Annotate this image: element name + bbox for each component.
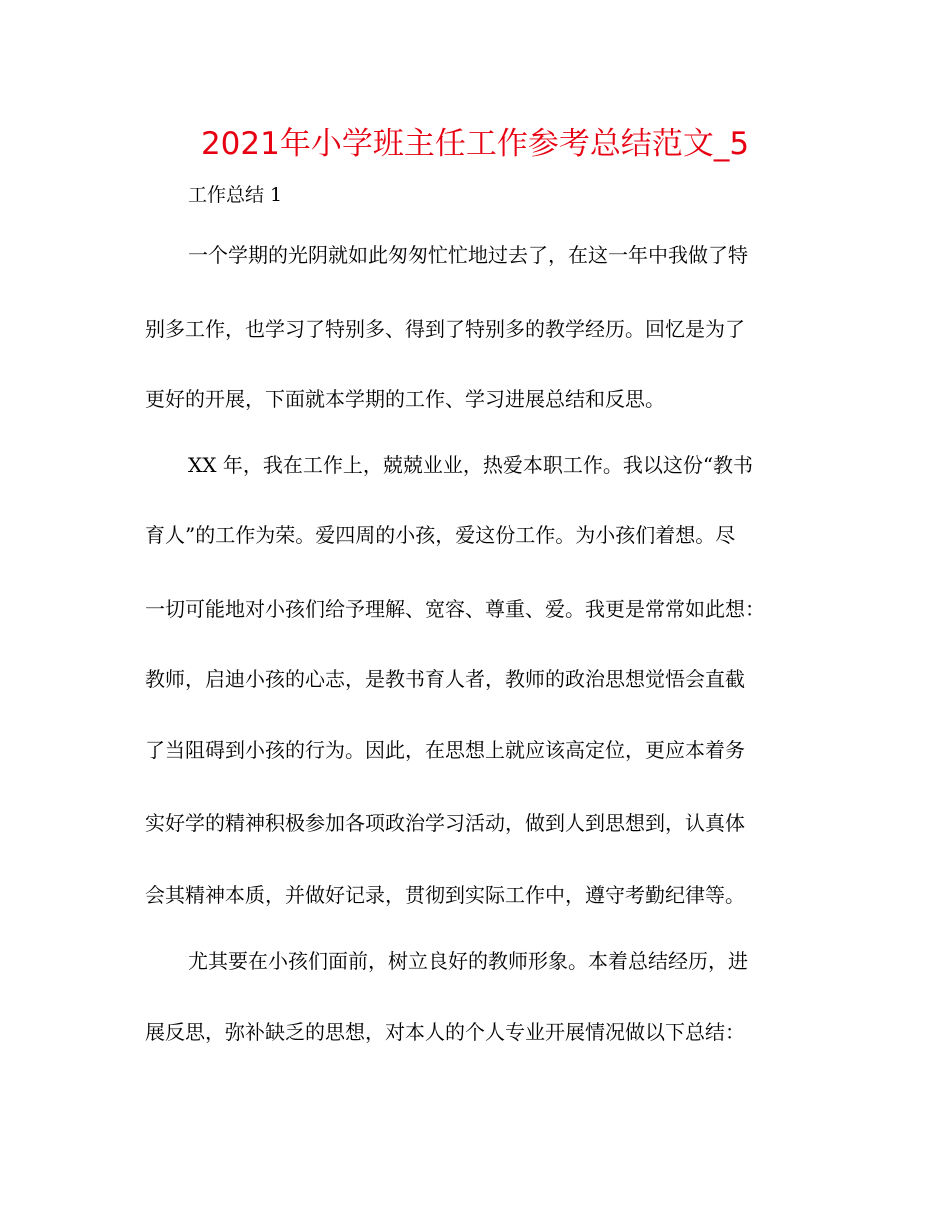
paragraph-line: 尤其要在小孩们面前，树立良好的教师形象。本着总结经历，进 [188,949,748,973]
paragraph-line: 更好的开展，下面就本学期的工作、学习进展总结和反思。 [145,387,665,411]
paragraph-line: 展反思，弥补缺乏的思想，对本人的个人专业开展情况做以下总结： [145,1020,745,1044]
paragraph-line: 会其精神本质，并做好记录，贯彻到实际工作中，遵守考勤纪律等。 [145,883,745,907]
document-title: 2021年小学班主任工作参考总结范文_5 [200,126,750,162]
section-heading: 工作总结 1 [188,184,283,206]
paragraph-line: 别多工作，也学习了特别多、得到了特别多的教学经历。回忆是为了 [145,317,745,341]
paragraph-line: XX 年，我在工作上，兢兢业业，热爱本职工作。我以这份“教书 [188,453,754,477]
paragraph-line: 教师，启迪小孩的心志，是教书育人者，教师的政治思想觉悟会直截 [145,667,745,691]
paragraph-line: 一个学期的光阴就如此匆匆忙忙地过去了，在这一年中我做了特 [188,243,748,267]
paragraph-line: 一切可能地对小孩们给予理解、宽容、尊重、爱。我更是常常如此想： [145,597,765,621]
paragraph-line: 实好学的精神积极参加各项政治学习活动，做到人到思想到，认真体 [145,811,745,835]
paragraph-line: 育人”的工作为荣。爱四周的小孩，爱这份工作。为小孩们着想。尽 [145,523,736,547]
paragraph-line: 了当阻碍到小孩的行为。因此，在思想上就应该高定位，更应本着务 [145,738,745,762]
